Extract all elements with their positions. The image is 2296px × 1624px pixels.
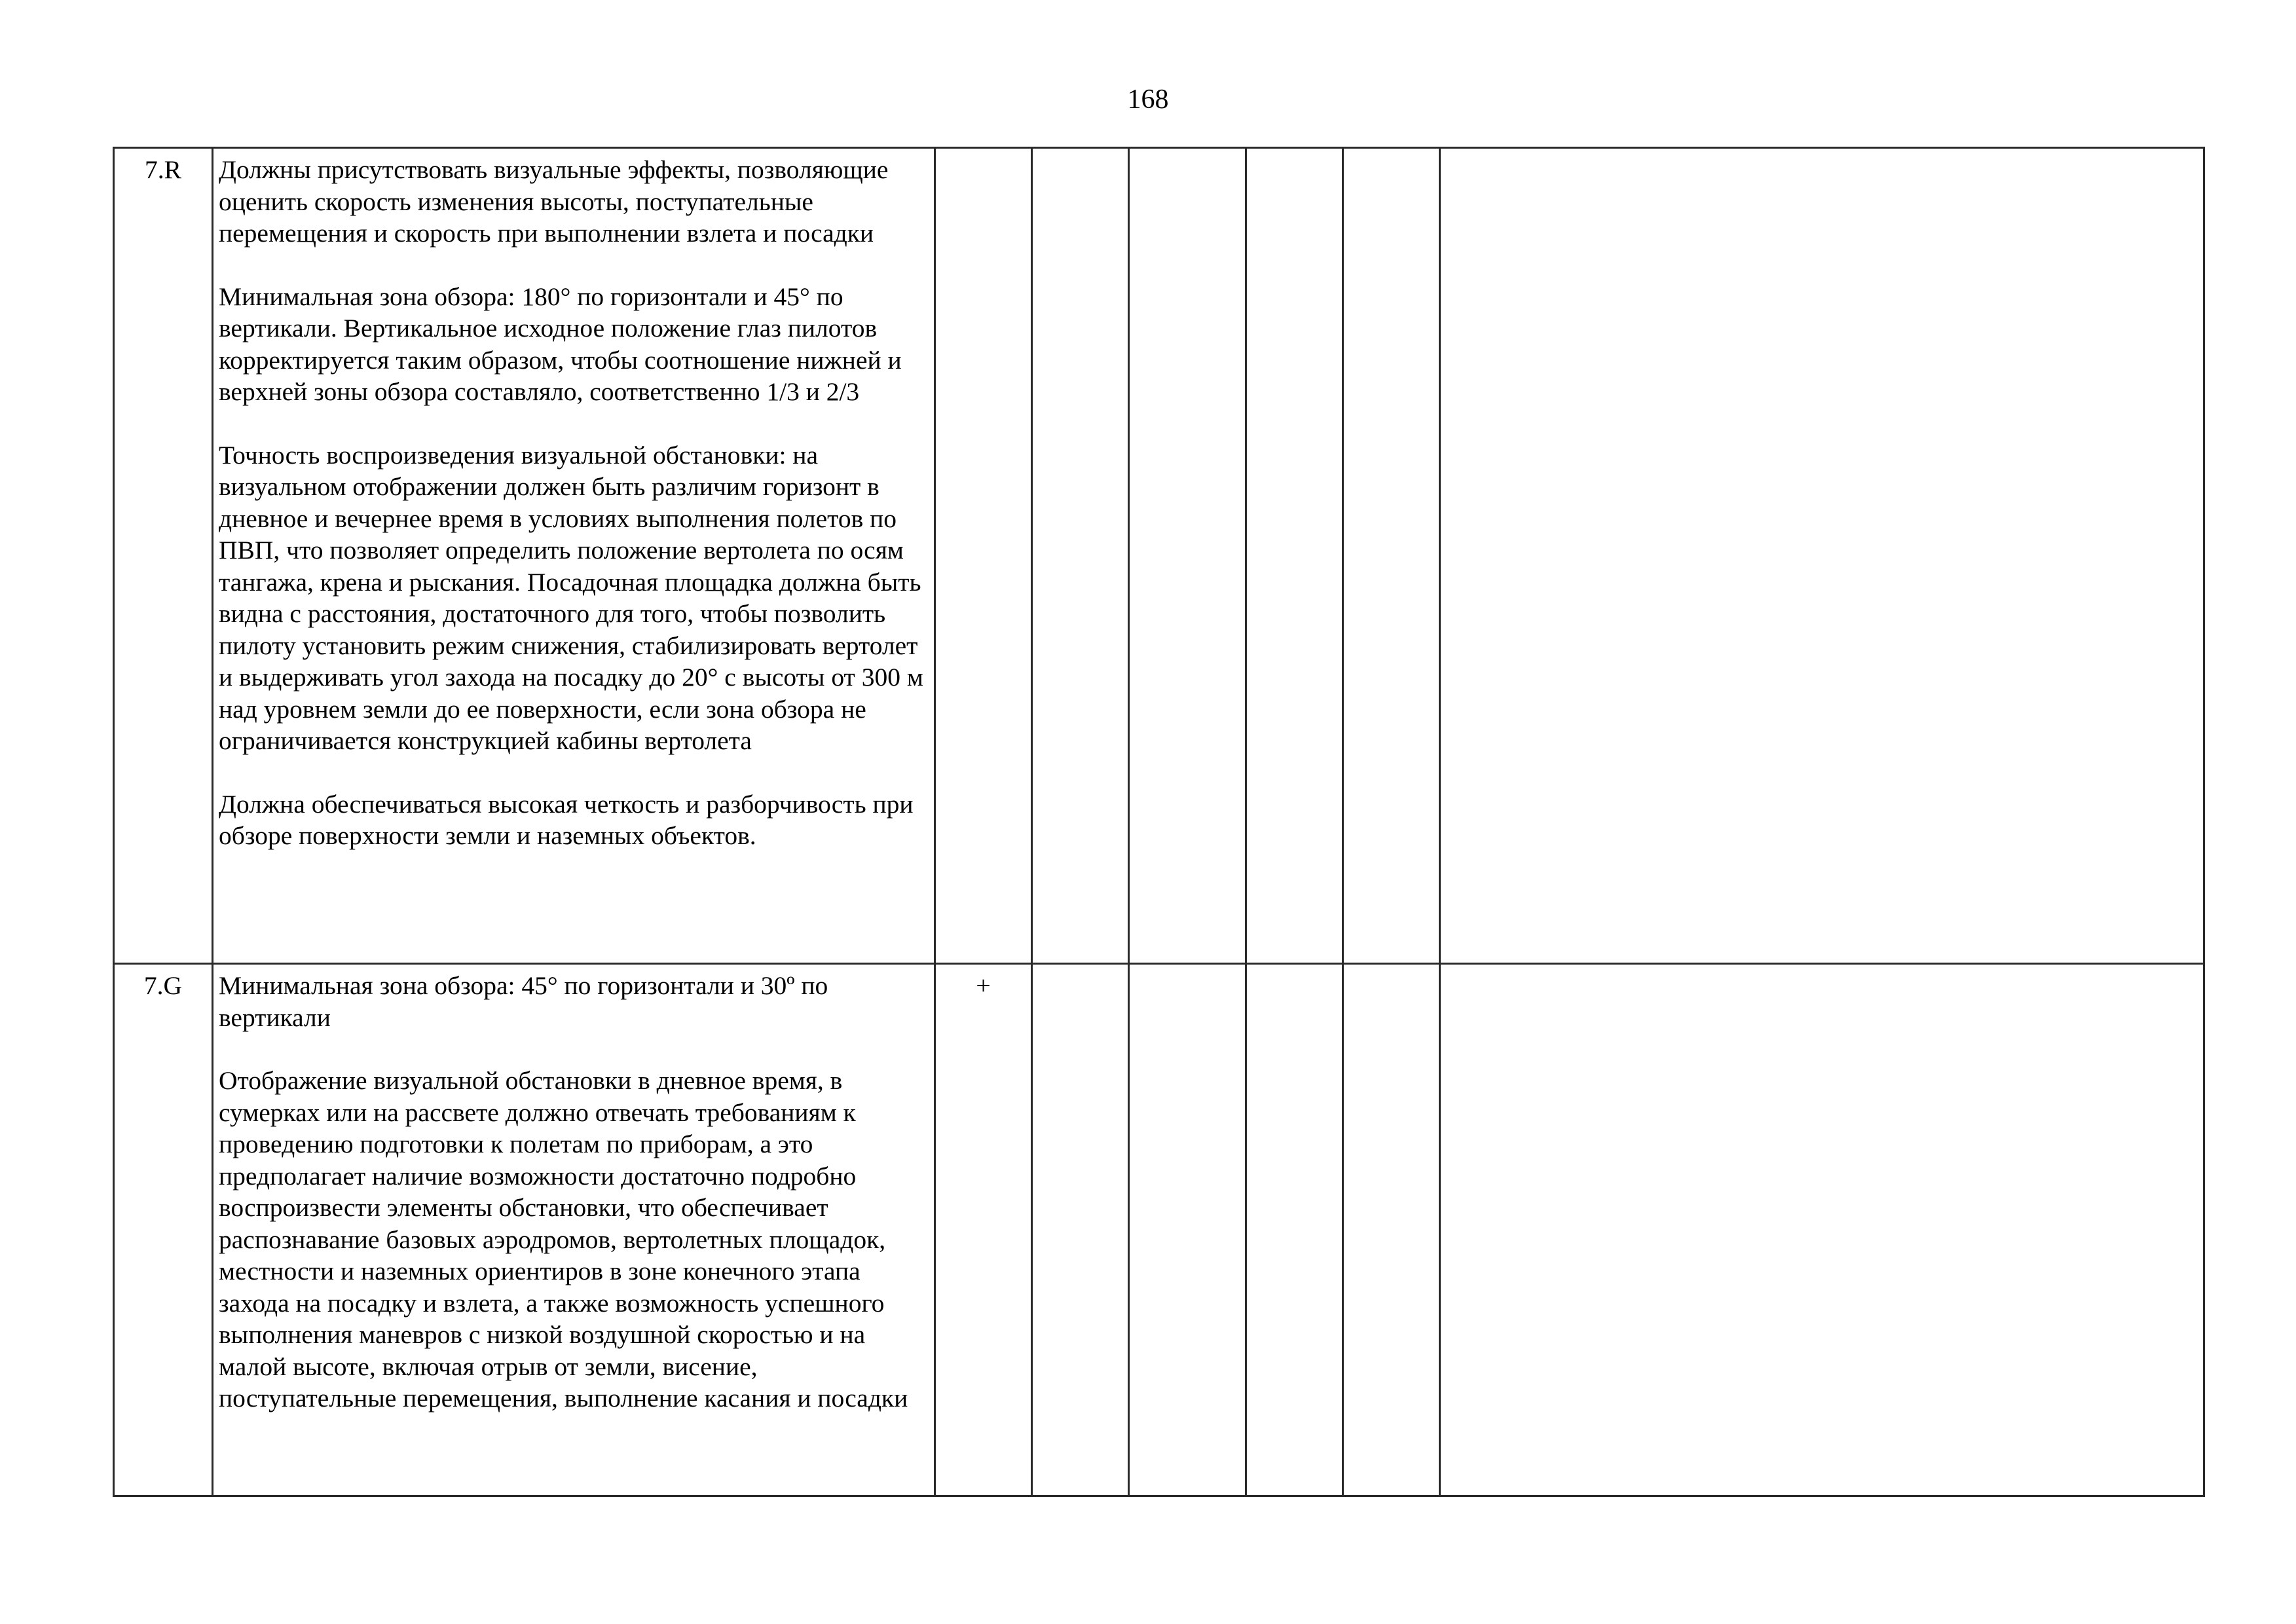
requirement-id: 7.R xyxy=(114,148,213,964)
requirement-paragraph: Минимальная зона обзора: 45° по горизонтали и 30º по вертикали xyxy=(219,971,828,1032)
requirement-paragraph: Минимальная зона обзора: 180° по горизонтали и 45° по вертикали. Вертикальное исходное положение глаз пилотов корректируется таким образом, чтобы соотношение нижней и верхней зоны обзора составляло, соответственно 1/3 и 2/3 xyxy=(219,282,902,406)
mark-cell xyxy=(935,148,1032,964)
requirement-paragraph: Должна обеспечиваться высокая четкость и разборчивость при обзоре поверхности земли и наземных объектов. xyxy=(219,789,914,850)
mark-cell xyxy=(1032,148,1129,964)
mark-cell xyxy=(1032,964,1129,1496)
mark-cell xyxy=(1129,148,1246,964)
requirement-paragraph: Должны присутствовать визуальные эффекты, позволяющие оценить скорость изменения высоты, поступательные перемещения и скорость при выполнении взлета и посадки xyxy=(219,155,889,248)
requirement-text xyxy=(213,148,935,964)
requirement-text xyxy=(213,964,935,1496)
requirement-paragraph: Точность воспроизведения визуальной обстановки: на визуальном отображении должен быть различим горизонт в дневное и вечернее время в условиях выполнения полетов по ПВП, что позволяет определить положение вертолета по осям тангажа, крена и рыскания. Посадочная площадка должна быть видна с расстояния, достаточного для того, чтобы позволить пилоту установить режим снижения, стабилизировать вертолет и выдерживать угол захода на посадку до 20° с высоты от 300 м над уровнем земли до ее поверхности, если зона обзора не ограничивается конструкцией кабины вертолета xyxy=(219,440,923,755)
mark-cell xyxy=(1343,964,1440,1496)
notes-cell xyxy=(1440,964,2204,1496)
table-row xyxy=(114,964,2204,1496)
mark-cell xyxy=(1246,148,1343,964)
page-number: 168 xyxy=(1127,84,1169,115)
requirements-table xyxy=(113,147,2205,1497)
notes-cell xyxy=(1440,148,2204,964)
mark-cell xyxy=(1129,964,1246,1496)
mark-cell xyxy=(1246,964,1343,1496)
table-row xyxy=(114,148,2204,964)
mark-cell: + xyxy=(935,964,1032,1496)
requirement-id: 7.G xyxy=(114,964,213,1496)
mark-cell xyxy=(1343,148,1440,964)
requirement-paragraph: Отображение визуальной обстановки в дневное время, в сумерках или на рассвете должно отвечать требованиям к проведению подготовки к полетам по приборам, а это предполагает наличие возможности достаточно подробно воспроизвести элементы обстановки, что обеспечивает распознавание базовых аэродромов, вертолетных площадок, местности и наземных ориентиров в зоне конечного этапа захода на посадку и взлета, а также возможность успешного выполнения маневров с низкой воздушной скоростью и на малой высоте, включая отрыв от земли, висение, поступательные перемещения, выполнение касания и посадки xyxy=(219,1066,908,1412)
